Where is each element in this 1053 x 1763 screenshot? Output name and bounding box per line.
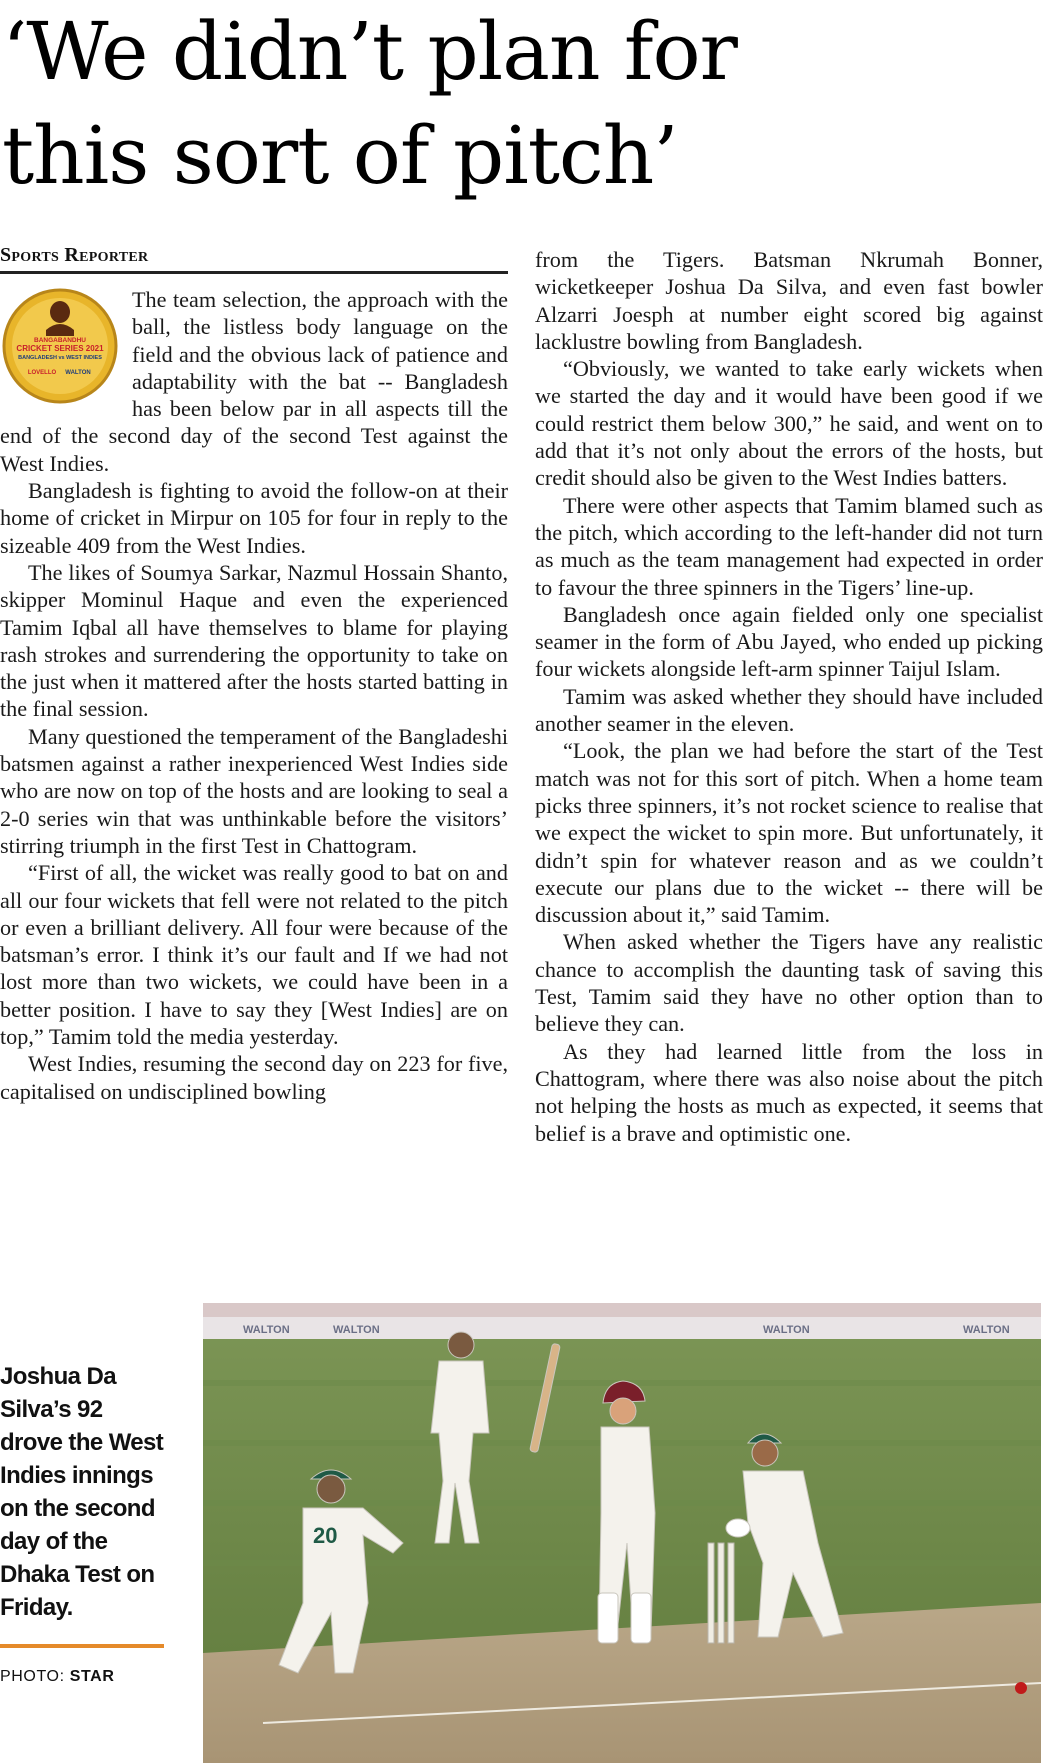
- paragraph: “Obviously, we wanted to take early wickets when we started the day and it would have been good if we could restrict them below 300,” he said, and went on to add that it’s not only about the errors of the hosts, but credit should also be given to the West Indies batters.: [535, 356, 1043, 491]
- paragraph: Bangladesh once again fielded only one specialist seamer in the form of Abu Jayed, who ended up picking four wickets alongside left-arm spinner Taijul Islam.: [535, 601, 1043, 682]
- headline-line-2: this sort of pitch’: [2, 109, 678, 202]
- photo-credit-source: STAR: [69, 1668, 115, 1685]
- paragraph: “Look, the plan we had before the start of the Test match was not for this sort of pitch. When a home team picks three spinners, it’s not rocket science to realise that we expect the wicket to spin more. But unfortunately, it didn’t spin for whatever reason and as we couldn’t execute our plans due to the wicket -- there will be discussion about it,” said Tamim.: [535, 738, 1043, 928]
- shirt-number: 20: [313, 1523, 338, 1548]
- cricket-ball: [1015, 1682, 1027, 1694]
- portrait-icon: [50, 301, 70, 323]
- board-text: WALTON: [243, 1324, 290, 1336]
- badge-sponsor-right: WALTON: [65, 370, 91, 376]
- headline: [2, 0, 1042, 208]
- paragraph: The team selection, the approach with the ball, the listless body language on the field and the obvious lack of patience and adaptability with the bat -- Bangladesh has been below par in all aspects till the end of the second day of the second Test against the West Indies.: [0, 287, 508, 476]
- paragraph: There were other aspects that Tamim blamed such as the pitch, which according to the left-hander did not turn as much as the team management had expected in order to favour the three spinners in the Tigers’ line-up.: [535, 492, 1043, 600]
- article-column-left: [0, 286, 508, 1105]
- paragraph: When asked whether the Tigers have any realistic chance to accomplish the daunting task of saving this Test, Tamim said they have no other option than to believe they can.: [535, 929, 1043, 1037]
- paragraph: The likes of Soumya Sarkar, Nazmul Hossain Shanto, skipper Mominul Haque and even the experienced Tamim Iqbal all have themselves to blame for playing rash strokes and surrendering the opportunity to take on the just when it mattered after the hosts started batting in the final session.: [0, 559, 508, 722]
- paragraph: Many questioned the temperament of the Bangladeshi batsmen against a rather inexperienced West Indies side who are now on top of the hosts and are looking to seal a 2-0 series win that was unthinkable before the visitors’ stirring triumph in the first Test in Chattogram.: [0, 723, 508, 858]
- badge-teams-text: BANGLADESH vs WEST INDIES: [18, 355, 102, 361]
- headline-line-1: ‘We didn’t plan for: [2, 5, 737, 98]
- badge-sponsor-left: LOVELLO: [27, 370, 57, 376]
- board-text: WALTON: [763, 1324, 810, 1336]
- board-text: WALTON: [963, 1324, 1010, 1336]
- badge-top-text: BANGABANDHU: [34, 337, 86, 344]
- board-text: WALTON: [333, 1324, 380, 1336]
- caption-divider: [0, 1644, 164, 1648]
- series-logo-badge: [2, 288, 118, 404]
- stands: [203, 1303, 1041, 1317]
- paragraph: “First of all, the wicket was really good to bat on and all our four wickets that fell were not related to the pitch or even a brilliant delivery. All four were because of the batsman’s error. I think it’s our fault and If we had not lost more than two wickets, we could have been in a better position. I have to say they [West Indies] are on top,” Tamim told the media yesterday.: [0, 860, 508, 1050]
- paragraph: Bangladesh is fighting to avoid the follow-on at their home of cricket in Mirpur on 105 for four in reply to the sizeable 409 from the West Indies.: [0, 478, 508, 558]
- paragraph: West Indies, resuming the second day on 223 for five, capitalised on undisciplined bowling: [0, 1051, 508, 1104]
- photo-credit-label: PHOTO:: [0, 1668, 65, 1685]
- photo-caption: Joshua Da Silva’s 92 drove the West Indies innings on the second day of the Dhaka Test on Friday.: [0, 1363, 164, 1621]
- paragraph: from the Tigers. Batsman Nkrumah Bonner, wicketkeeper Joshua Da Silva, and even fast bowler Alzarri Joesph at number eight scored big against lacklustre bowling from Bangladesh.: [535, 247, 1043, 354]
- photo-credit: [0, 1668, 114, 1686]
- match-photo: [203, 1303, 1041, 1763]
- article-column-right: [535, 246, 1043, 1147]
- byline: Sports Reporter: [0, 244, 508, 274]
- paragraph: As they had learned little from the loss in Chattogram, where there was also noise about the pitch not helping the hosts as much as expected, it seems that belief is a brave and optimistic one.: [535, 1038, 1043, 1146]
- paragraph: Tamim was asked whether they should have included another seamer in the eleven.: [535, 683, 1043, 737]
- stumps-icon: [708, 1543, 734, 1643]
- boundary-board: [203, 1317, 1041, 1339]
- badge-series-text: CRICKET SERIES 2021: [16, 344, 104, 353]
